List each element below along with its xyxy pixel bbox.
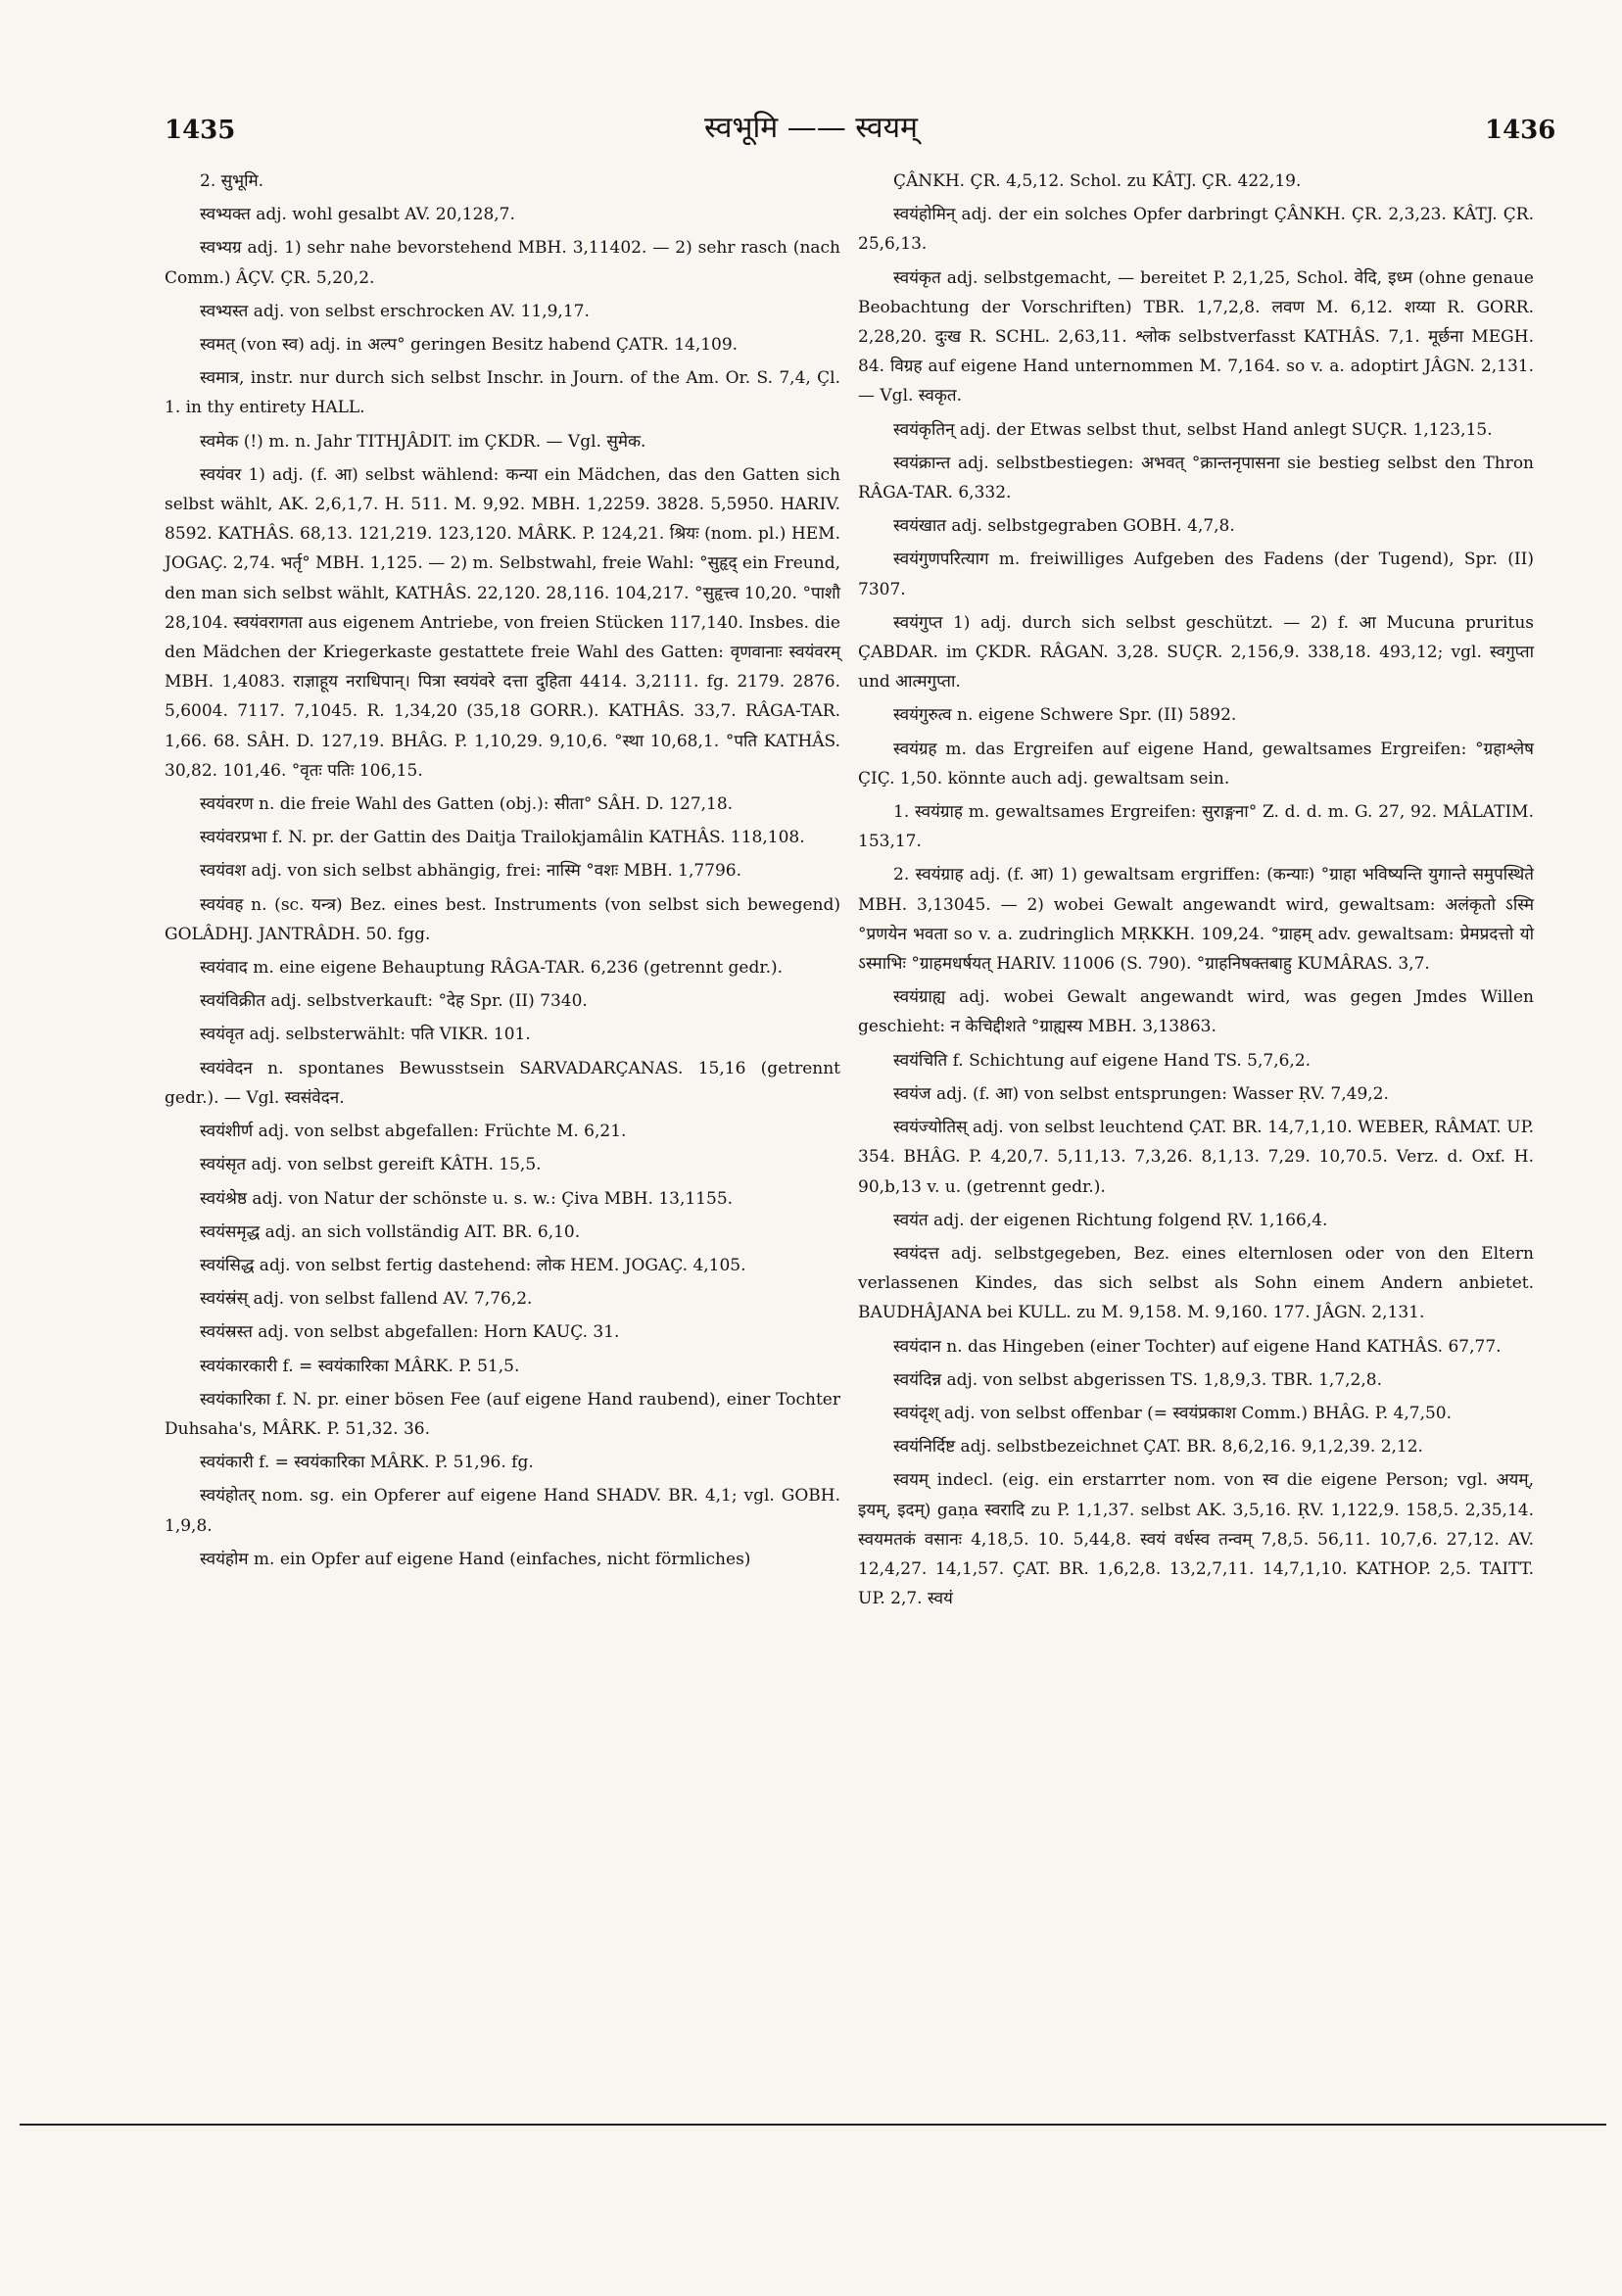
dictionary-entry: स्वयंज्योतिस् adj. von selbst leuchtend ÇAT. BR. 14,7,1,10. WEBER, RÂMAT. UP. 354. BHÂG. P. 4,20,7. 5,11,13. 7,3,26. 8,1,13. 7,29. 10,70.5. Verz. d. Oxf. H. 90,b,13 v. u. (getrennt gedr.). — [858, 1118, 1534, 1197]
dictionary-entry: स्वयंनिर्दिष्ट adj. selbstbezeichnet ÇAT. BR. 8,6,2,16. 9,1,2,39. 2,12. — [893, 1437, 1423, 1458]
dictionary-entry: स्वयंहोतर् nom. sg. ein Opferer auf eigene Hand SHADV. BR. 4,1; vgl. GOBH. 1,9,8. — [165, 1486, 840, 1536]
dictionary-entry: स्वयंखात adj. selbstgegraben GOBH. 4,7,8. — [893, 516, 1235, 537]
dictionary-entry: स्वयंकारी f. = स्वयंकारिका MÂRK. P. 51,96. fg. — [200, 1453, 534, 1473]
dictionary-entry: स्वमात्र, instr. nur durch sich selbst Inschr. in Journ. of the Am. Or. S. 7,4, Çl. 1. in thy entirety HALL. — [165, 368, 840, 418]
dictionary-entry: स्वयंवरण n. die freie Wahl des Gatten (obj.): सीता° SÂH. D. 127,18. — [200, 794, 734, 815]
dictionary-entry: स्वयंसृत adj. von selbst gereift KÂTH. 15,5. — [200, 1155, 542, 1175]
right-column — [858, 167, 1534, 1617]
dictionary-entry: स्वयंदत्त adj. selbstgegeben, Bez. eines elternlosen oder von den Eltern verlassenen Kindes, das sich selbst als Sohn einem Andern anbietet. BAUDHÂJANA bei KULL. zu M. 9,158. M. 9,160. 177. JÂGN. 2,131. — [858, 1243, 1534, 1323]
dictionary-entry: स्वयंवेदन n. spontanes Bewusstsein SARVADARÇANAS. 15,16 (getrennt gedr.). — Vgl. स्वसंवेदन. — [165, 1058, 840, 1108]
dictionary-entry: स्वयंज adj. (f. आ) von selbst entsprungen: Wasser ṚV. 7,49,2. — [893, 1083, 1389, 1104]
dictionary-entry: स्वयंवरप्रभा f. N. pr. der Gattin des Daitja Trailokjamâlin KATHÂS. 118,108. — [200, 828, 805, 848]
dictionary-entry: स्वयंसमृद्ध adj. an sich vollständig AIT. BR. 6,10. — [200, 1221, 581, 1242]
dictionary-entry: स्वयंगुरुत्व n. eigene Schwere Spr. (II) 5892. — [893, 705, 1237, 726]
page-number-right: 1436 — [1485, 116, 1556, 145]
left-column — [165, 167, 840, 1578]
dictionary-entry: स्वभ्यग्र adj. 1) sehr nahe bevorstehend MBH. 3,11402. — 2) sehr rasch (nach Comm.) ÂÇV. ÇR. 5,20,2. — [165, 238, 840, 288]
dictionary-entry: स्वयंहोम m. ein Opfer auf eigene Hand (einfaches, nicht förmliches) — [200, 1549, 751, 1569]
bottom-rule — [20, 2124, 1606, 2126]
dictionary-entry: 2. स्वयंग्राह adj. (f. आ) 1) gewaltsam ergriffen: (कन्याः) °ग्राहा भविष्यन्ति युगान्ते समुपस्थिते MBH. 3,13045. — 2) wobei Gewalt angewandt wird, gewaltsam: अलंकृतो ऽस्मि °प्रणयेन भवता so v. a. zudringlich MṚKKH. 109,24. °ग्राहम् adv. gewaltsam: प्रेमप्रदत्तो यो ऽस्माभिः °ग्राहमधर्षयत् HARIV. 11006 (S. 790). °ग्राहनिषक्तबाहु KUMÂRAS. 3,7. — [858, 865, 1534, 975]
dictionary-entry: स्वयंवर 1) adj. (f. आ) selbst wählend: कन्या ein Mädchen, das den Gatten sich selbst wählt, AK. 2,6,1,7. H. 511. M. 9,92. MBH. 1,2259. 3828. 5,5950. HARIV. 8592. KATHÂS. 68,13. 121,219. 123,120. MÂRK. P. 124,21. श्रियः (nom. pl.) HEM. JOGAÇ. 2,74. भर्तृ° MBH. 1,125. — 2) m. Selbstwahl, freie Wahl: °सुहृद् ein Freund, den man sich selbst wählt, KATHÂS. 22,120. 28,116. 104,217. °सुहृत्त्व 10,20. °पाशौ 28,104. स्वयंवरागता aus eigenem Antriebe, von freien Stücken 117,140. Insbes. die den Mädchen der Kriegerkaste gestattete freie Wahl des Gatten: वृणवानाः स्वयंवरम् MBH. 1,4083. राज्ञाहूय नराधिपान्। पित्रा स्वयंवरे दत्ता दुहिता 4414. 3,2111. fg. 2179. 2876. 5,6004. 7117. 7,1045. R. 1,34,20 (35,18 GORR.). KATHÂS. 33,7. RÂGA-TAR. 1,66. 68. SÂH. D. 127,19. BHÂG. P. 1,10,29. 9,10,6. °स्था 10,68,1. °पति KATHÂS. 30,82. 101,46. °वृतः पतिः 106,15. — [165, 464, 840, 781]
dictionary-entry: स्वयंग्रह m. das Ergreifen auf eigene Hand, gewaltsames Ergreifen: °ग्रहाश्लेष ÇIÇ. 1,50. könnte auch adj. gewaltsam sein. — [858, 739, 1534, 789]
dictionary-entry: 2. सुभूमि. — [200, 171, 264, 191]
dictionary-entry: 1. स्वयंग्राह m. gewaltsames Ergreifen: सुराङ्गना° Z. d. d. m. G. 27, 92. MÂLATIM. 153,17. — [858, 802, 1534, 852]
dictionary-entry: स्वयंकारकारी f. = स्वयंकारिका MÂRK. P. 51,5. — [200, 1356, 520, 1376]
dictionary-entry: स्वयंस्रंस् adj. von selbst fallend AV. 7,76,2. — [200, 1289, 533, 1310]
dictionary-entry: स्वयंशीर्ण adj. von selbst abgefallen: Früchte M. 6,21. — [200, 1122, 627, 1142]
dictionary-entry: स्वयंकृतिन् adj. der Etwas selbst thut, selbst Hand anlegt SUÇR. 1,123,15. — [893, 419, 1493, 440]
dictionary-entry: स्वयंवश adj. von sich selbst abhängig, frei: नास्मि °वशः MBH. 1,7796. — [200, 861, 742, 882]
dictionary-entry: स्वयंहोमिन् adj. der ein solches Opfer darbringt ÇÂNKH. ÇR. 2,3,23. KÂTJ. ÇR. 25,6,13. — [858, 205, 1534, 255]
dictionary-entry: स्वयंत adj. der eigenen Richtung folgend ṚV. 1,166,4. — [893, 1210, 1328, 1230]
dictionary-entry: स्वयंदिन्न adj. von selbst abgerissen TS. 1,8,9,3. TBR. 1,7,2,8. — [893, 1369, 1382, 1390]
dictionary-entry: स्वमत् (von स्व) adj. in अल्प° geringen Besitz habend ÇATR. 14,109. — [200, 335, 739, 356]
dictionary-entry: स्वयंदृश् adj. von selbst offenbar (= स्वयंप्रकाश Comm.) BHÂG. P. 4,7,50. — [893, 1403, 1453, 1423]
dictionary-entry: स्वयंवाद m. eine eigene Behauptung RÂGA-TAR. 6,236 (getrennt gedr.). — [200, 958, 784, 979]
dictionary-entry: स्वयंगुणपरित्याग m. freiwilliges Aufgeben des Fadens (der Tugend), Spr. (II) 7307. — [858, 550, 1534, 599]
running-head: स्वभूमि —— स्वयम् — [704, 111, 918, 145]
dictionary-entry: स्वयंश्रेष्ठ adj. von Natur der schönste u. s. w.: Çiva MBH. 13,1155. — [200, 1188, 734, 1209]
dictionary-entry: स्वयंग्राह्य adj. wobei Gewalt angewandt wird, was gegen Jmdes Willen geschieht: न केचिद्दीशते °ग्राह्यस्य MBH. 3,13863. — [858, 987, 1534, 1037]
dictionary-entry: स्वयंसिद्ध adj. von selbst fertig dastehend: लोक HEM. JOGAÇ. 4,105. — [200, 1255, 746, 1275]
dictionary-entry: ÇÂNKH. ÇR. 4,5,12. Schol. zu KÂTJ. ÇR. 422,19. — [893, 171, 1302, 191]
dictionary-entry: स्वयंस्रस्त adj. von selbst abgefallen: Horn KAUÇ. 31. — [200, 1322, 620, 1343]
dictionary-entry: स्वभ्यक्त adj. wohl gesalbt AV. 20,128,7. — [200, 205, 515, 225]
dictionary-entry: स्वयंगुप्त 1) adj. durch sich selbst geschützt. — 2) f. आ Mucuna pruritus ÇABDAR. im ÇKDR. RÂGAN. 3,28. SUÇR. 2,156,9. 338,18. 493,12; vgl. स्वगुप्ता und आत्मगुप्ता. — [858, 612, 1534, 693]
dictionary-entry: स्वयम् indecl. (eig. ein erstarrter nom. von स्व die eigene Person; vgl. अयम्, इयम्, इदम्) gaṇa स्वरादि zu P. 1,1,37. selbst AK. 3,5,16. ṚV. 1,122,9. 158,5. 2,35,14. स्वयमतकं वसानः 4,18,5. 10. 5,44,8. स्वयं वर्धस्व तन्वम् 7,8,5. 56,11. 10,7,6. 27,12. AV. 12,4,27. 14,1,57. ÇAT. BR. 1,6,2,8. 13,2,7,11. 14,7,1,10. KATHOP. 2,5. TAITT. UP. 2,7. स्वयं — [858, 1470, 1534, 1609]
dictionary-entry: स्वयंचिति f. Schichtung auf eigene Hand TS. 5,7,6,2. — [893, 1050, 1312, 1071]
dictionary-entry: स्वयंवह n. (sc. यन्त्र) Bez. eines best. Instruments (von selbst sich bewegend) GOLÂDHJ. JANTRÂDH. 50. fgg. — [165, 894, 840, 944]
dictionary-entry: स्वमेक (!) m. n. Jahr TITHJÂDIT. im ÇKDR. — Vgl. सुमेक. — [200, 431, 646, 452]
dictionary-entry: स्वयंवृत adj. selbsterwählt: पति VIKR. 101. — [200, 1025, 531, 1045]
dictionary-entry: स्वयंक्रान्त adj. selbstbestiegen: अभवत् °क्रान्तनृपासना sie bestieg selbst den Thron RÂGA-TAR. 6,332. — [858, 453, 1534, 503]
dictionary-entry: स्वयंविक्रीत adj. selbstverkauft: °देह Spr. (II) 7340. — [200, 991, 588, 1012]
dictionary-entry: स्वयंकारिका f. N. pr. einer bösen Fee (auf eigene Hand raubend), einer Tochter Duhsaha's, MÂRK. P. 51,32. 36. — [165, 1389, 840, 1439]
dictionary-entry: स्वयंदान n. das Hingeben (einer Tochter) auf eigene Hand KATHÂS. 67,77. — [893, 1336, 1502, 1357]
page-number-left: 1435 — [165, 116, 236, 145]
dictionary-entry: स्वभ्यस्त adj. von selbst erschrocken AV. 11,9,17. — [200, 301, 590, 321]
dictionary-entry: स्वयंकृत adj. selbstgemacht, — bereitet P. 2,1,25, Schol. वेदि, इध्म (ohne genaue Beobachtung der Vorschriften) TBR. 1,7,2,8. लवण M. 6,12. शय्या R. GORR. 2,28,20. दुःख R. SCHL. 2,63,11. श्लोक selbstverfasst KATHÂS. 7,1. मूर्छना MEGH. 84. विग्रह auf eigene Hand unternommen M. 7,164. so v. a. adoptirt JÂGN. 2,131. — Vgl. स्वकृत. — [858, 267, 1534, 407]
